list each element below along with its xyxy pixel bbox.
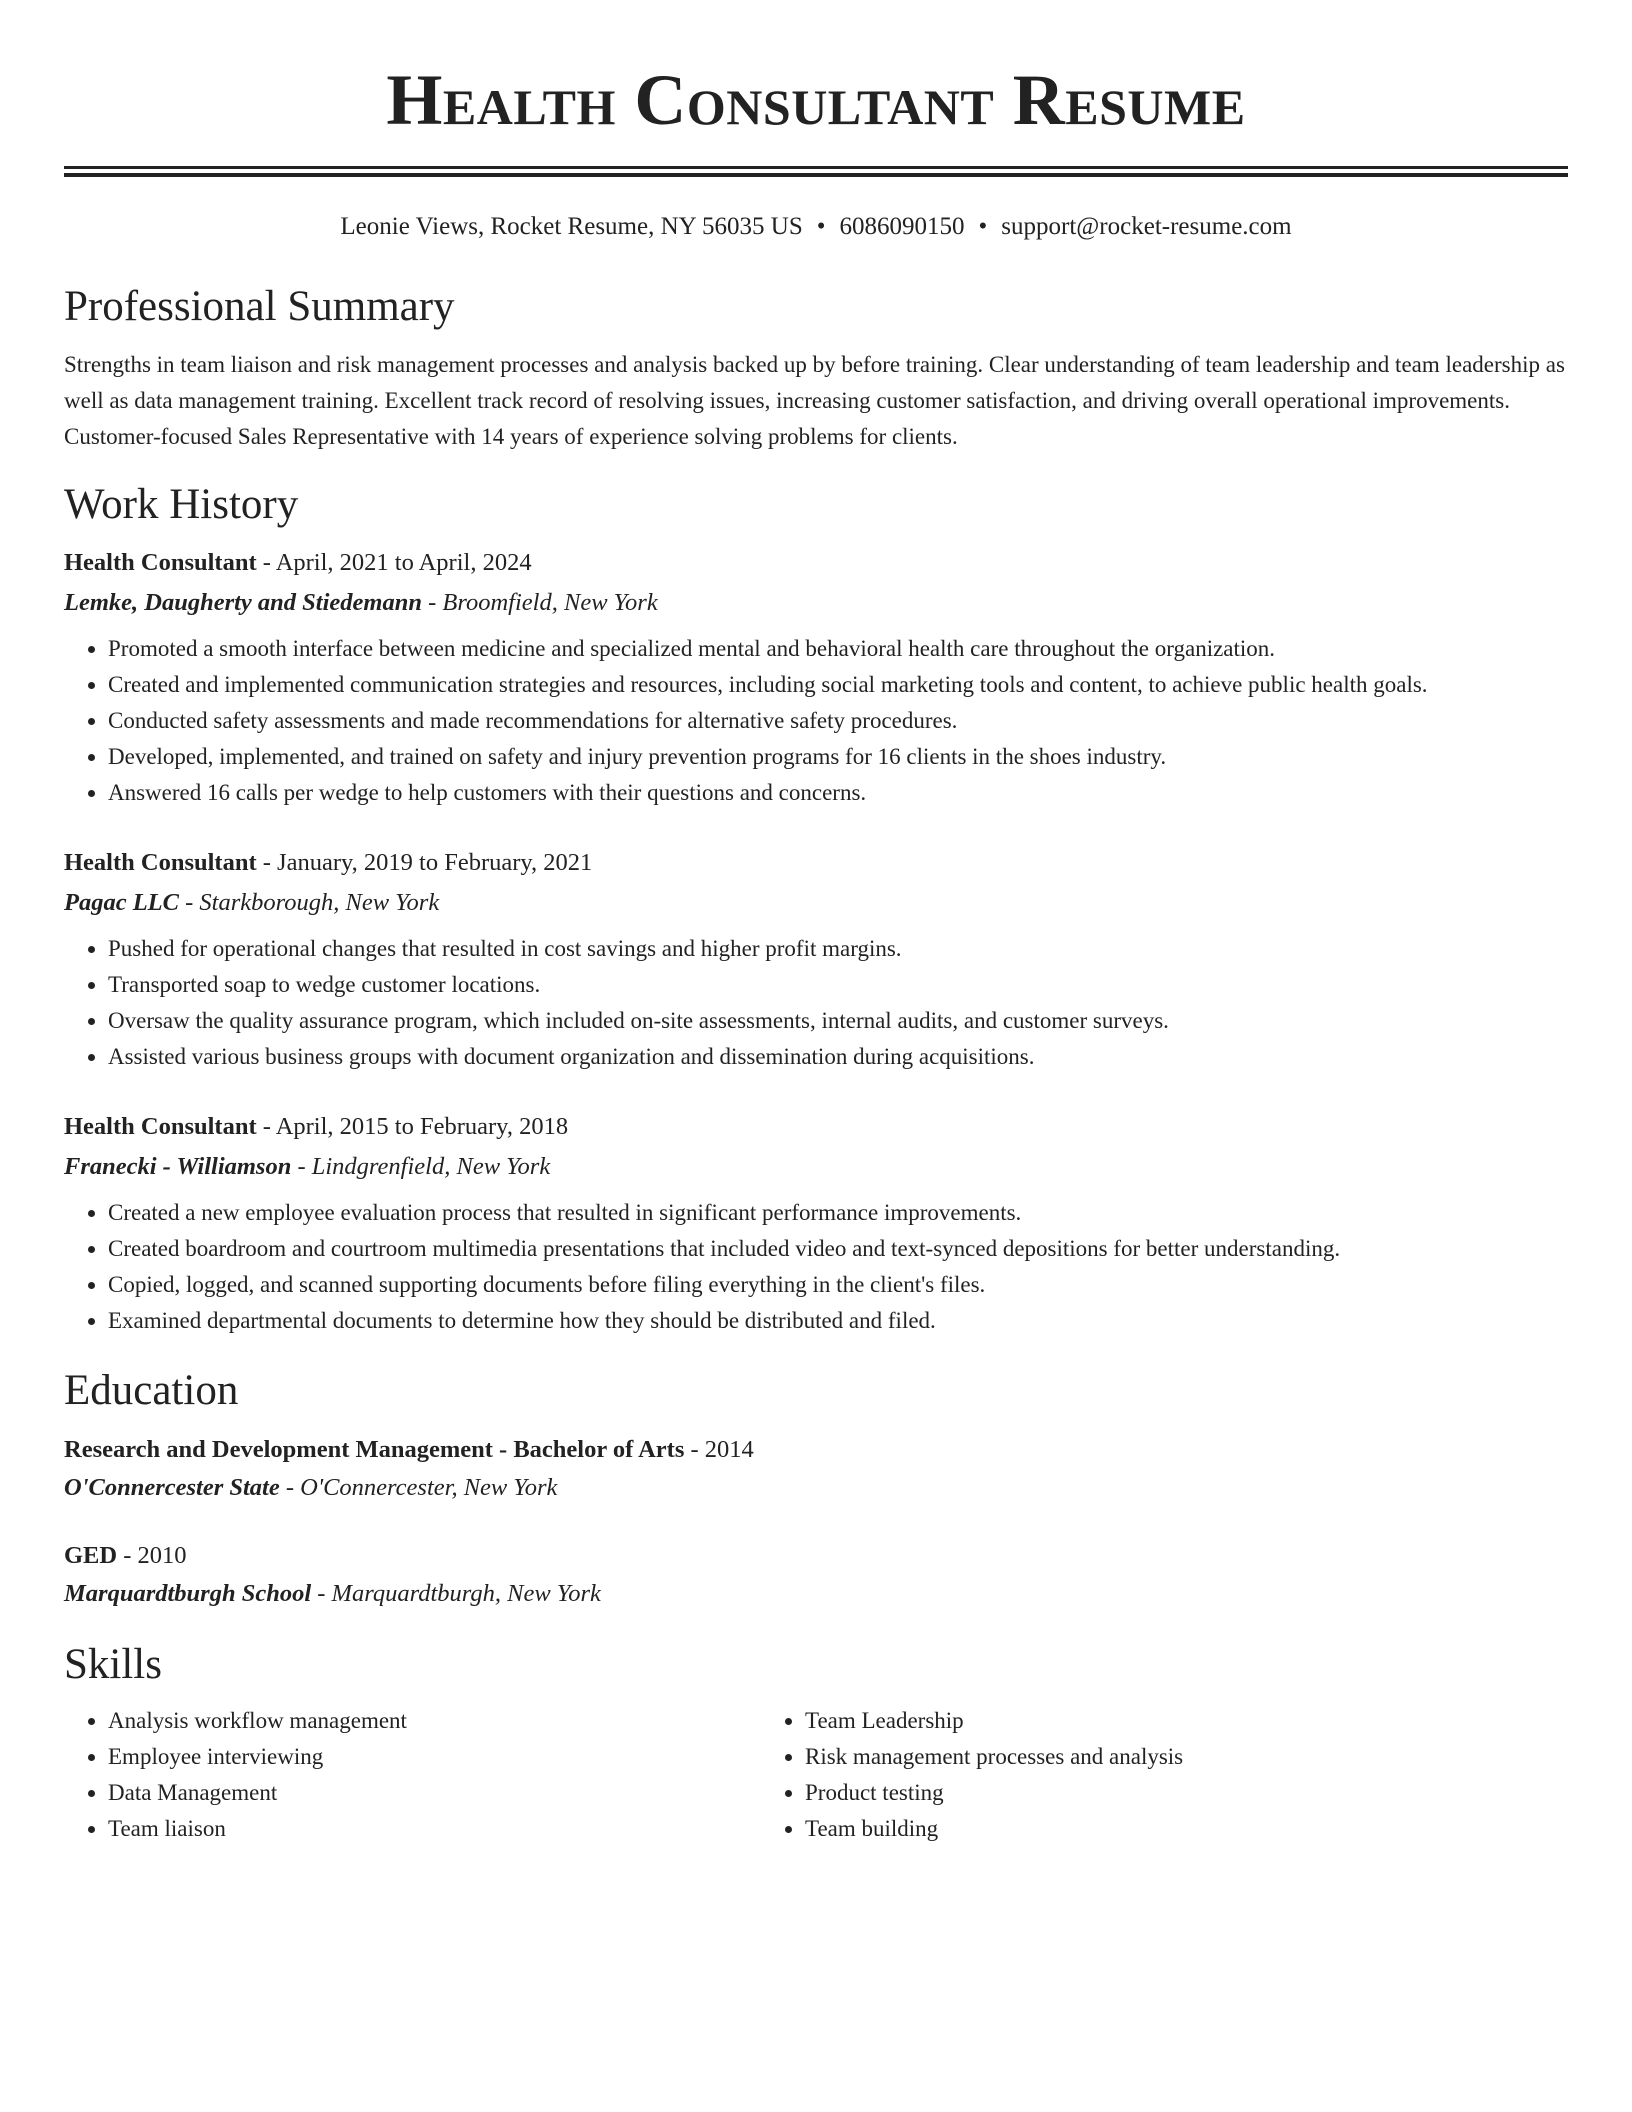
skill-item: • Analysis workflow management (108, 1703, 761, 1739)
contact-separator: • (816, 213, 826, 240)
job-title: Health Consultant (64, 549, 257, 576)
degree-line (64, 1537, 1568, 1575)
work-history-heading: Work History (64, 481, 299, 528)
skill-item: • Team building (805, 1811, 1458, 1847)
job-location: - Broomfield, New York (421, 589, 658, 616)
job-location: - Starkborough, New York (179, 889, 440, 916)
list-item: • Pushed for operational changes that resulted in cost savings and higher profit margins. (108, 931, 1568, 967)
job-bullets (64, 1195, 1568, 1339)
job-dates: - April, 2015 to February, 2018 (256, 1113, 569, 1140)
education-heading: Education (64, 1367, 239, 1414)
school-name: Marquardtburgh School (64, 1580, 312, 1607)
job-title-line (64, 1107, 1568, 1147)
job-company: Franecki - Williamson (64, 1153, 292, 1180)
degree: Research and Development Management - Bachelor of Arts (64, 1436, 685, 1463)
job-bullets (64, 931, 1568, 1075)
list-item: • Created and implemented communication strategies and resources, including social marketing tools and content, to achieve public health goals. (108, 667, 1568, 703)
skill-item: • Data Management (108, 1775, 761, 1811)
list-item: • Oversaw the quality assurance program, which included on-site assessments, internal audits, and customer surveys. (108, 1003, 1568, 1039)
contact-phone: 6086090150 (839, 213, 965, 240)
skill-item: • Employee interviewing (108, 1739, 761, 1775)
list-item: • Created boardroom and courtroom multimedia presentations that included video and text-synced depositions for better understanding. (108, 1231, 1568, 1267)
list-item: • Conducted safety assessments and made recommendations for alternative safety procedures. (108, 703, 1568, 739)
skills-column-right (761, 1703, 1458, 1847)
list-item: • Developed, implemented, and trained on safety and injury prevention programs for 16 clients in the shoes industry. (108, 739, 1568, 775)
list-item: • Transported soap to wedge customer locations. (108, 967, 1568, 1003)
job-dates: - April, 2021 to April, 2024 (256, 549, 532, 576)
list-item: • Assisted various business groups with document organization and dissemination during acquisitions. (108, 1039, 1568, 1075)
job-title: Health Consultant (64, 849, 257, 876)
degree: GED (64, 1542, 118, 1569)
skills-heading: Skills (64, 1641, 162, 1688)
job-title-line (64, 543, 1568, 583)
job-company-line (64, 1147, 1568, 1187)
school-location: - Marquardtburgh, New York (311, 1580, 601, 1607)
job-company: Lemke, Daugherty and Stiedemann (64, 589, 422, 616)
degree-line (64, 1431, 1568, 1469)
summary-heading: Professional Summary (64, 283, 455, 330)
title-divider (64, 166, 1568, 177)
skills-column-left (64, 1703, 761, 1847)
list-item: • Promoted a smooth interface between medicine and specialized mental and behavioral health care throughout the organization. (108, 631, 1568, 667)
school-line (64, 1575, 1568, 1613)
job-bullets (64, 631, 1568, 811)
job-entry (64, 1107, 1568, 1339)
job-location: - Lindgrenfield, New York (291, 1153, 551, 1180)
job-company-line (64, 583, 1568, 623)
list-item: • Copied, logged, and scanned supporting documents before filing everything in the client's files. (108, 1267, 1568, 1303)
education-entry (64, 1537, 1568, 1613)
job-entry (64, 843, 1568, 1075)
job-company-line (64, 883, 1568, 923)
resume-title: Health Consultant Resume (386, 60, 1246, 140)
contact-address: Leonie Views, Rocket Resume, NY 56035 US (340, 213, 803, 240)
summary-text: Strengths in team liaison and risk management processes and analysis backed up by before training. Clear understanding of team leadership and team leadership as well as data management training. Excellent track record of resolving issues, increasing customer satisfaction, and driving overall operational improvements. Customer-focused Sales Representative with 14 years of experience solving problems for clients. (64, 352, 1565, 449)
list-item: • Created a new employee evaluation process that resulted in significant performance improvements. (108, 1195, 1568, 1231)
job-company: Pagac LLC (64, 889, 179, 916)
skills-list (64, 1703, 1568, 1847)
graduation-year: - 2014 (684, 1436, 754, 1463)
skill-item: • Team liaison (108, 1811, 761, 1847)
job-entry (64, 543, 1568, 811)
job-title: Health Consultant (64, 1113, 257, 1140)
contact-separator: • (978, 213, 988, 240)
school-line (64, 1469, 1568, 1507)
list-item: • Examined departmental documents to determine how they should be distributed and filed. (108, 1303, 1568, 1339)
skill-item: • Product testing (805, 1775, 1458, 1811)
school-name: O'Connercester State (64, 1474, 280, 1501)
education-entry (64, 1431, 1568, 1507)
job-title-line (64, 843, 1568, 883)
skill-item: • Risk management processes and analysis (805, 1739, 1458, 1775)
contact-line (64, 211, 1568, 243)
job-dates: - January, 2019 to February, 2021 (256, 849, 593, 876)
graduation-year: - 2010 (117, 1542, 187, 1569)
list-item: • Answered 16 calls per wedge to help customers with their questions and concerns. (108, 775, 1568, 811)
skill-item: • Team Leadership (805, 1703, 1458, 1739)
school-location: - O'Connercester, New York (279, 1474, 558, 1501)
contact-email: support@rocket-resume.com (1001, 213, 1292, 240)
